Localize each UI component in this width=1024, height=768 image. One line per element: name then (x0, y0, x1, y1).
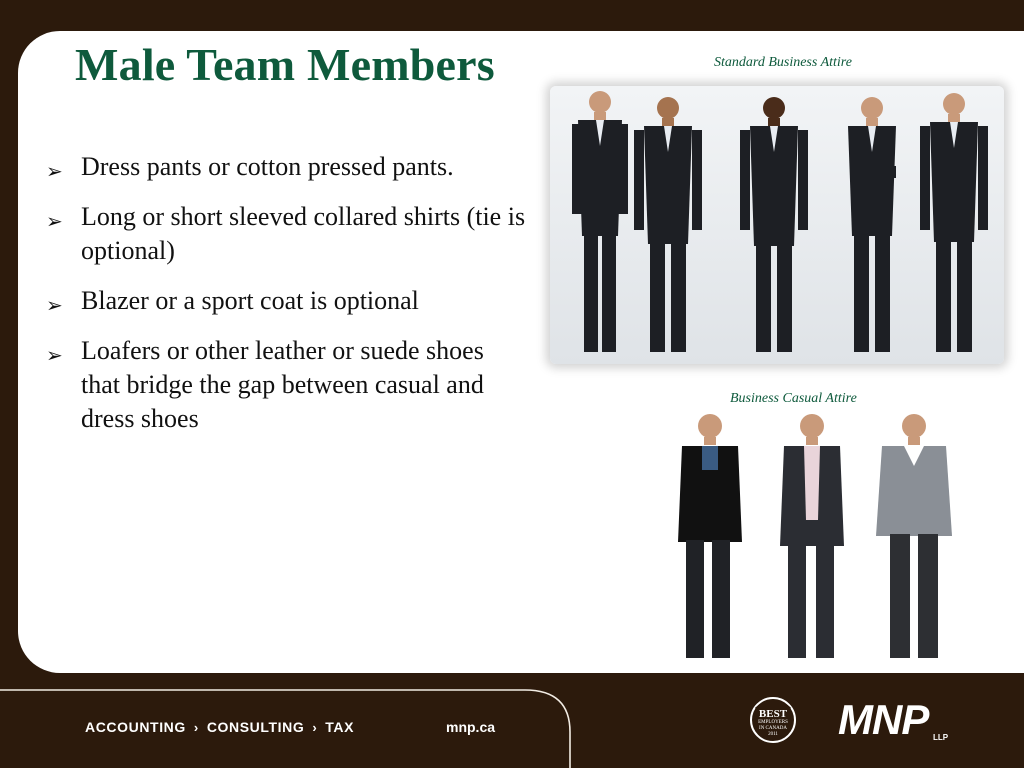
bullet-text: Loafers or other leather or suede shoes that bridge the gap between casual and dress shoes (81, 336, 484, 433)
arrow-bullet-icon: ➢ (46, 159, 63, 183)
footer-url[interactable]: mnp.ca (446, 719, 496, 735)
casual-attire-photo (668, 410, 968, 668)
bullet-text: Long or short sleeved collared shirts (tie is optional) (81, 202, 526, 265)
bullet-item (46, 150, 526, 184)
bullet-text: Dress pants or cotton pressed pants. (81, 152, 454, 181)
bullet-item (46, 334, 526, 436)
bullet-item (46, 200, 526, 268)
badge-line1: EMPLOYERS (758, 720, 788, 725)
footer-separator: › (312, 720, 318, 735)
footer-tax: TAX (325, 719, 355, 735)
badge-best: BEST (758, 708, 788, 720)
suited-men-illustration (550, 86, 1004, 364)
standard-attire-caption: Standard Business Attire (714, 55, 852, 70)
footer-accounting: ACCOUNTING (85, 719, 186, 735)
standard-attire-photo (550, 86, 1004, 364)
arrow-bullet-icon: ➢ (46, 293, 63, 317)
badge-line2: IN CANADA (759, 726, 787, 731)
bullet-text: Blazer or a sport coat is optional (81, 286, 419, 315)
casual-men-illustration (668, 410, 968, 668)
best-employers-badge-text (748, 709, 798, 738)
mnp-logo: MNP (838, 696, 929, 743)
footer-separator: › (193, 720, 199, 735)
footer-services (85, 719, 354, 735)
bullet-item (46, 284, 526, 318)
footer-consulting: CONSULTING (206, 719, 305, 735)
arrow-bullet-icon: ➢ (46, 343, 63, 367)
bullet-list (46, 150, 526, 452)
badge-year: 2011 (768, 732, 778, 737)
arrow-bullet-icon: ➢ (46, 209, 63, 233)
slide-title: Male Team Members (75, 39, 495, 90)
mnp-logo-llp: LLP (933, 733, 949, 742)
casual-attire-caption: Business Casual Attire (730, 391, 857, 406)
